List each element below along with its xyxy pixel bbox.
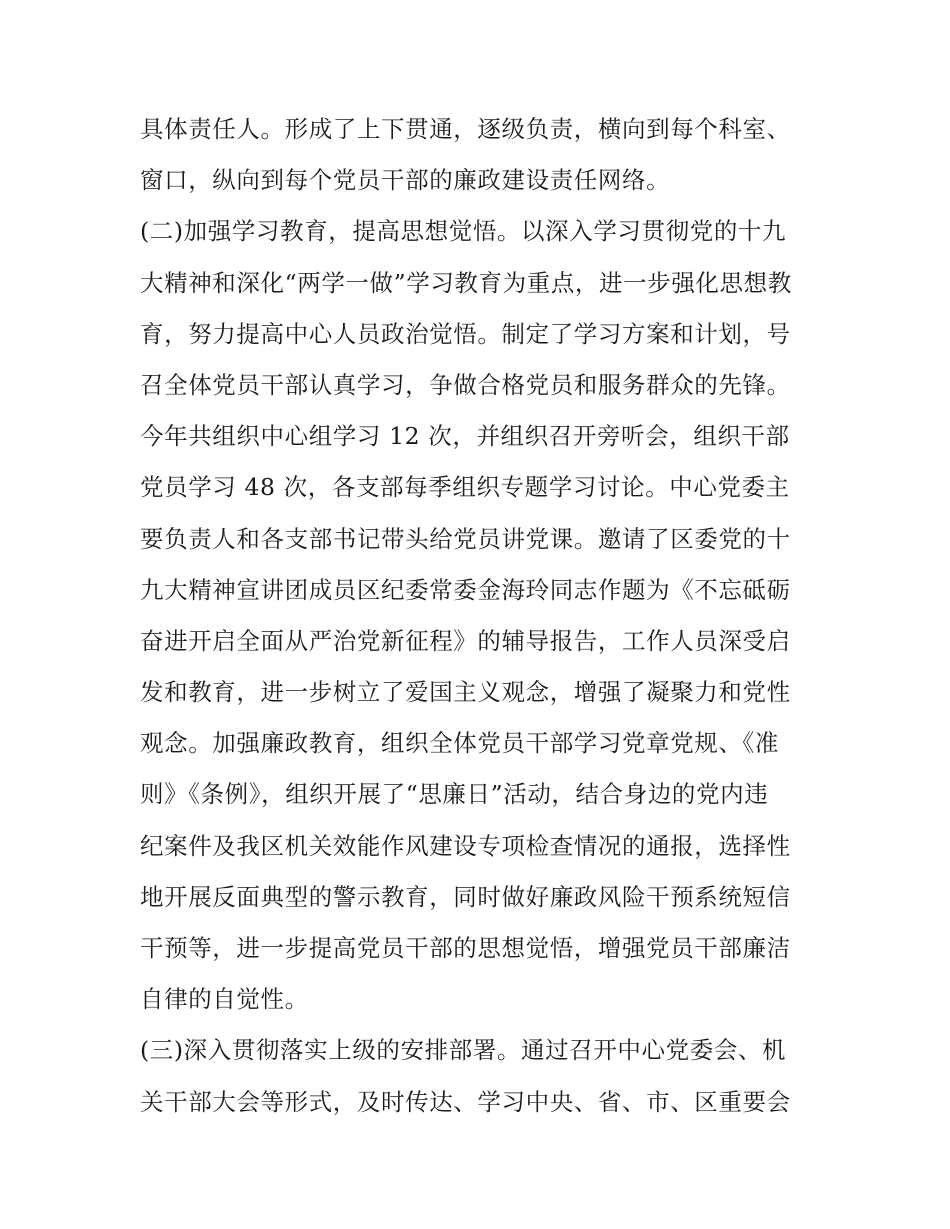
- text-line: 纪案件及我区机关效能作风建设专项检查情况的通报，选择性: [140, 831, 791, 860]
- text-line: 九大精神宣讲团成员区纪委常委金海玲同志作题为《不忘砥砺: [140, 575, 791, 604]
- text-line: 观念。加强廉政教育，组织全体党员干部学习党章党规、《准: [140, 729, 779, 758]
- text-line: 关干部大会等形式，及时传达、学习中央、省、市、区重要会: [140, 1087, 791, 1116]
- section-heading-line: (三)深入贯彻落实上级的安排部署。通过召开中心党委会、机: [140, 1036, 787, 1065]
- text-line: 要负责人和各支部书记带头给党员讲党课。邀请了区委党的十: [140, 524, 791, 553]
- text-line: 奋进开启全面从严治党新征程》的辅导报告，工作人员深受启: [140, 626, 791, 655]
- text-line: 窗口，纵向到每个党员干部的廉政建设责任网络。: [140, 166, 671, 195]
- text-line: 召全体党员干部认真学习，争做合格党员和服务群众的先锋。: [140, 370, 791, 399]
- text-line: 大精神和深化“两学一做”学习教育为重点，进一步强化思想教: [140, 268, 792, 297]
- text-line: 具体责任人。形成了上下贯通，逐级负责，横向到每个科室、: [140, 115, 791, 143]
- text-line: 干预等，进一步提高党员干部的思想觉悟，增强党员干部廉洁: [140, 934, 791, 962]
- body-text: [140, 104, 830, 1128]
- text-line: 地开展反面典型的警示教育，同时做好廉政风险干预系统短信: [140, 882, 791, 911]
- text-line: 发和教育，进一步树立了爱国主义观念，增强了凝聚力和党性: [140, 678, 791, 707]
- text-line: 自律的自觉性。: [140, 985, 309, 1014]
- text-line: 则》《条例》，组织开展了“思廉日”活动，结合身边的党内违: [140, 780, 769, 809]
- text-line: 育，努力提高中心人员政治觉悟。制定了学习方案和计划，号: [140, 319, 791, 348]
- section-heading-line: (二)加强学习教育，提高思想觉悟。以深入学习贯彻党的十九: [140, 217, 787, 246]
- text-line: 今年共组织中心组学习 12 次，并组织召开旁听会，组织干部: [140, 422, 790, 451]
- text-line: 党员学习 48 次，各支部每季组织专题学习讨论。中心党委主: [140, 473, 790, 502]
